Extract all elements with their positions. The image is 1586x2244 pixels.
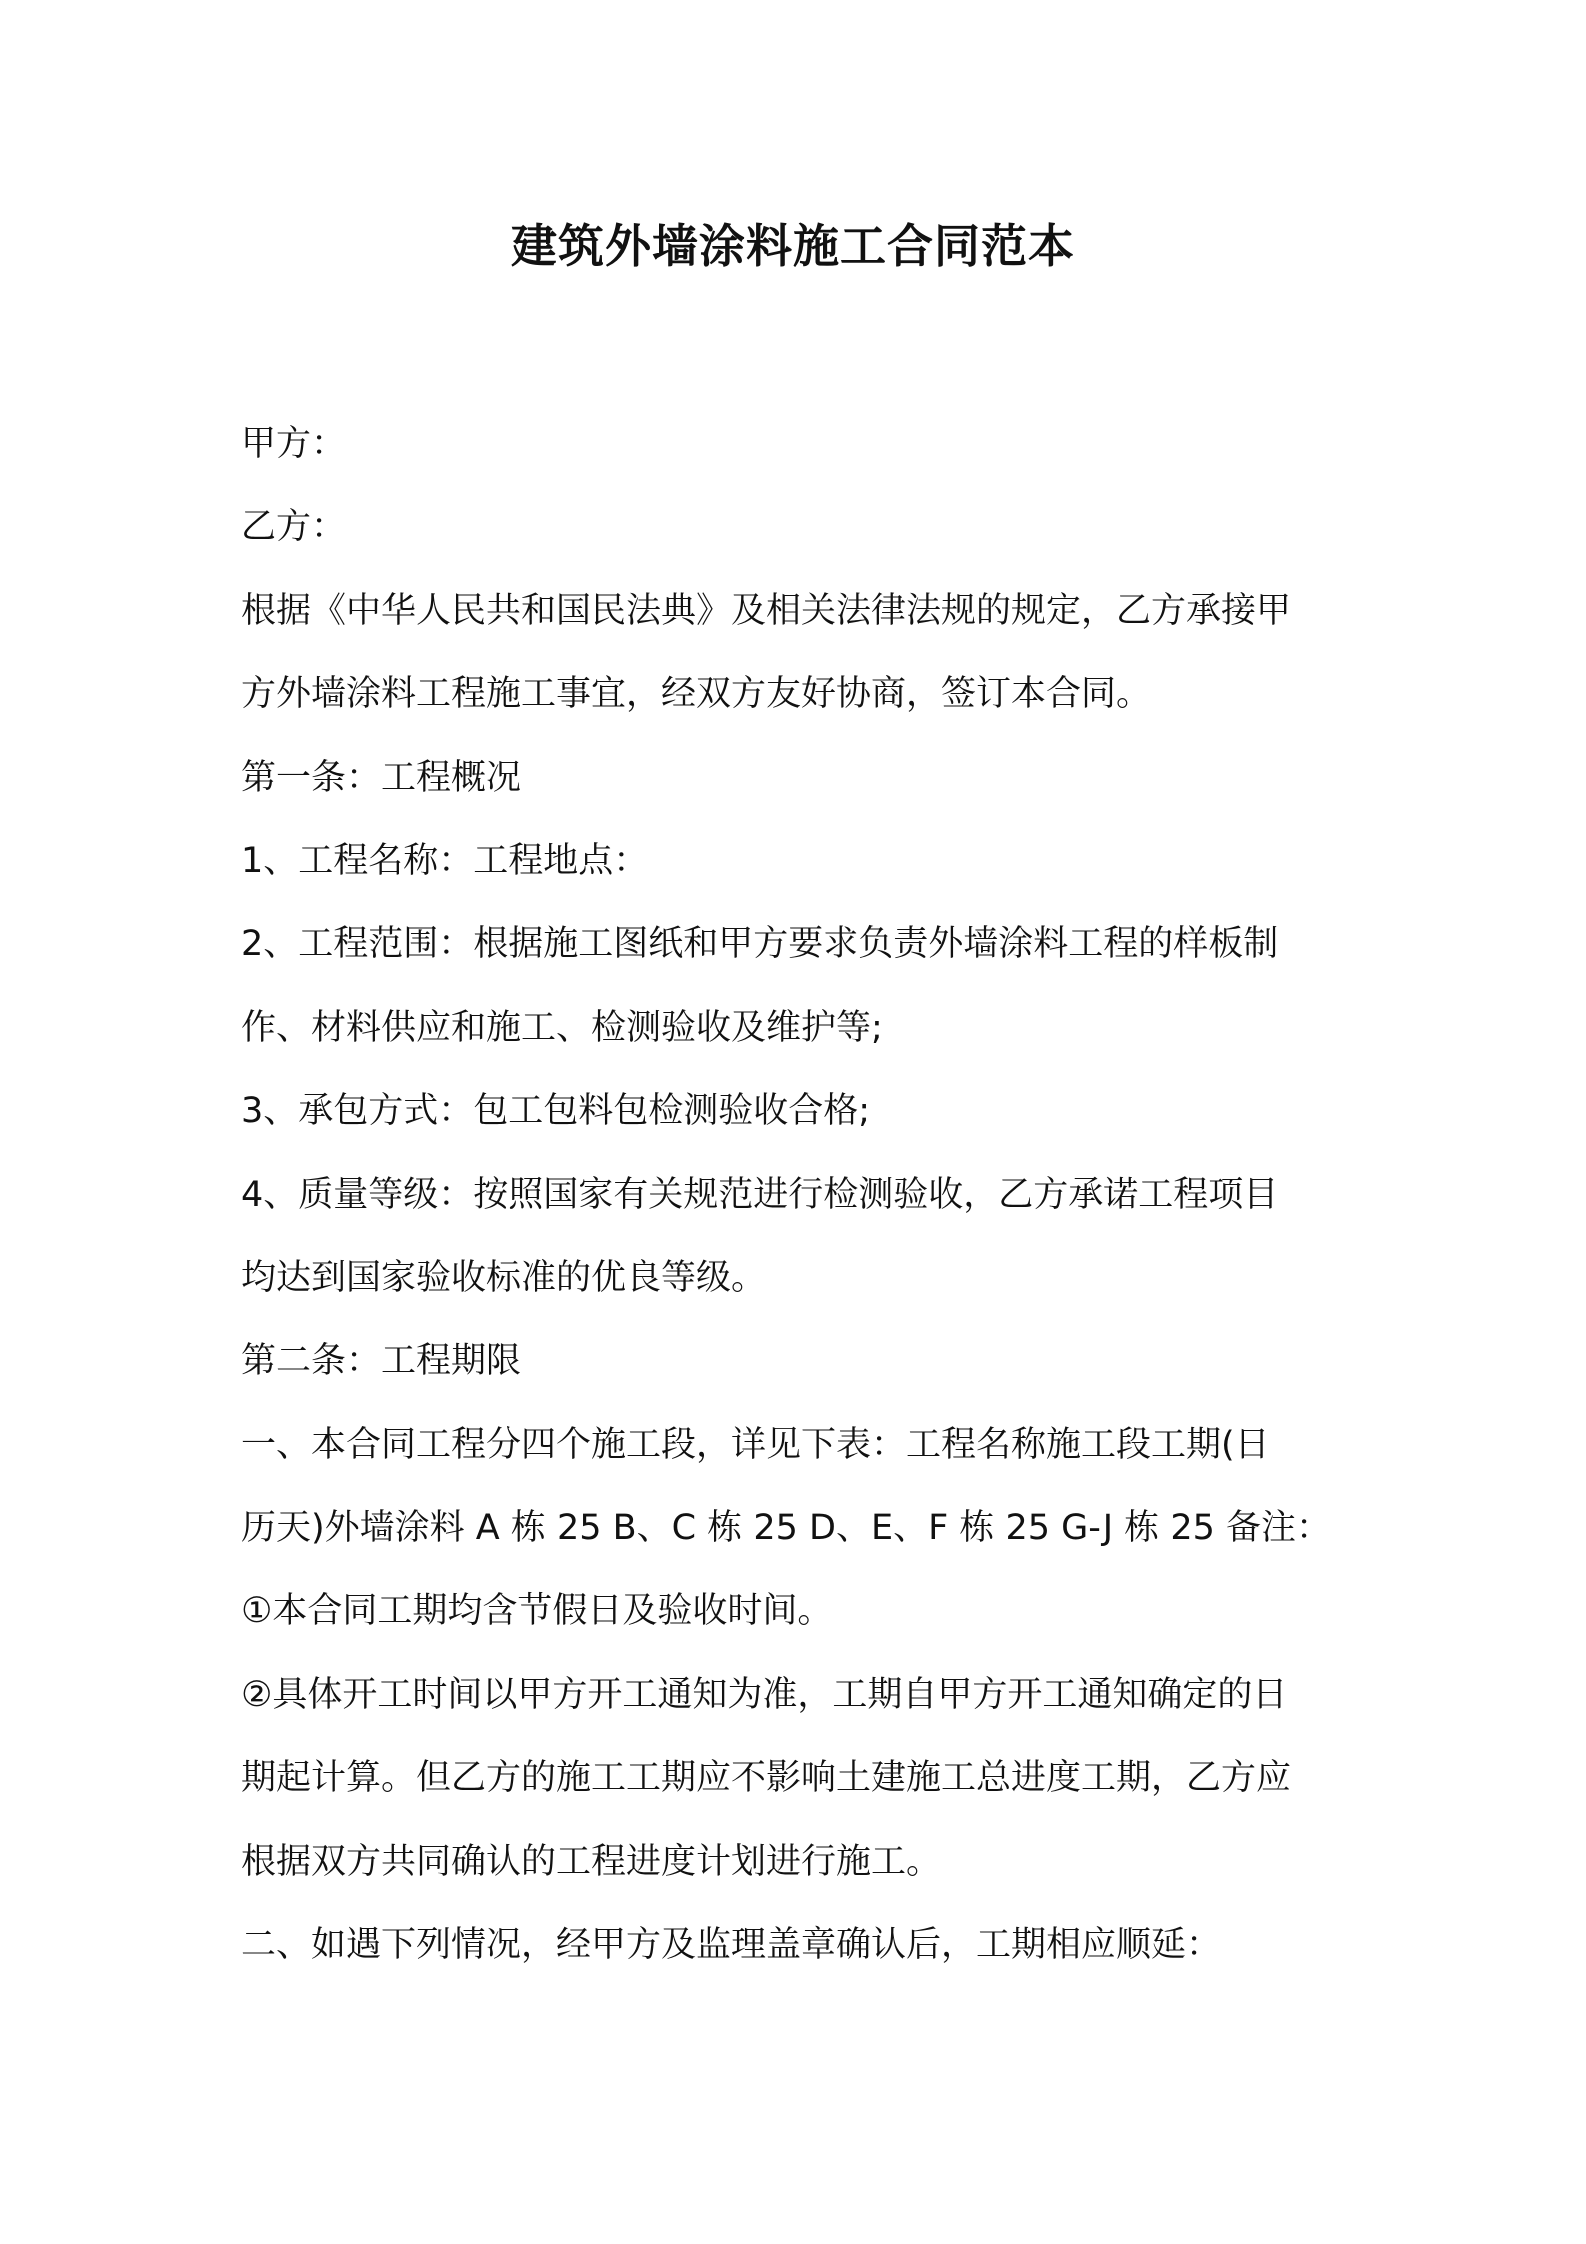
article-2-note: ②具体开工时间以甲方开工通知为准，工期自甲方开工通知确定的日: [241, 1674, 1288, 1715]
article-1-item: 2、工程范围：根据施工图纸和甲方要求负责外墙涂料工程的样板制: [241, 924, 1279, 965]
party-a-line: 甲方：: [241, 424, 347, 464]
document-body: [241, 403, 1361, 1987]
article-2-clause: 二、如遇下列情况，经甲方及监理盖章确认后，工期相应顺延：: [241, 1925, 1222, 1966]
article-1-item: 作、材料供应和施工、检测验收及维护等;: [241, 1007, 883, 1048]
article-2-clause: 一、本合同工程分四个施工段，详见下表：工程名称施工段工期(日: [241, 1424, 1270, 1465]
preamble-line: 根据《中华人民共和国民法典》及相关法律法规的规定，乙方承接甲: [241, 590, 1292, 631]
article-1-item: 3、承包方式：包工包料包检测验收合格;: [241, 1091, 871, 1132]
article-1-heading: 第一条：工程概况: [241, 757, 522, 798]
document-title: 建筑外墙涂料施工合同范本: [511, 219, 1075, 273]
article-1-item: 4、质量等级：按照国家有关规范进行检测验收，乙方承诺工程项目: [241, 1174, 1279, 1215]
article-1-item: 1、工程名称：工程地点：: [241, 840, 649, 881]
article-2-note: ①本合同工期均含节假日及验收时间。: [241, 1591, 833, 1632]
article-1-item: 均达到国家验收标准的优良等级。: [241, 1257, 767, 1298]
preamble-line: 方外墙涂料工程施工事宜，经双方友好协商，签订本合同。: [241, 674, 1152, 715]
article-2-heading: 第二条：工程期限: [241, 1341, 522, 1382]
article-2-clause: 历天)外墙涂料 A 栋 25 B、C 栋 25 D、E、F 栋 25 G-J 栋 25 备注：: [241, 1508, 1332, 1549]
article-2-note: 期起计算。但乙方的施工工期应不影响土建施工总进度工期，乙方应: [241, 1758, 1292, 1799]
party-b-line: 乙方：: [241, 507, 347, 548]
article-2-note: 根据双方共同确认的工程进度计划进行施工。: [241, 1841, 942, 1882]
